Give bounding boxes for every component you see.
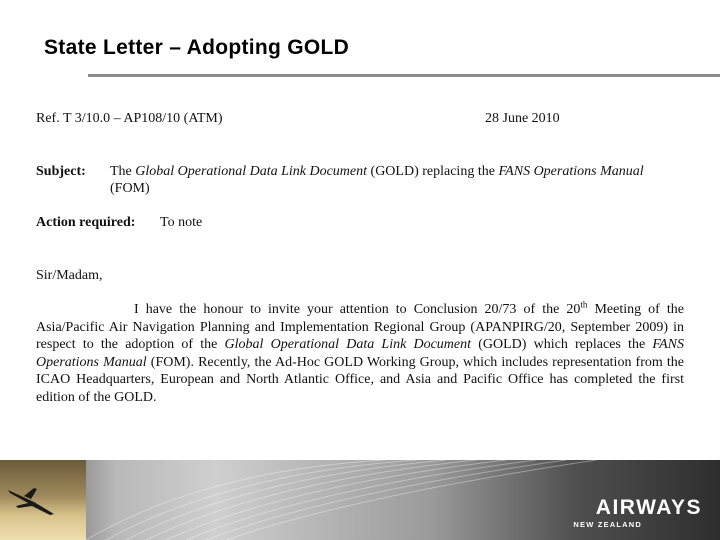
subject-gold-title: Global Operational Data Link Document xyxy=(135,164,368,179)
footer-banner xyxy=(0,460,720,540)
reference-number: Ref. T 3/10.0 – AP108/10 (ATM) xyxy=(36,111,223,126)
airways-logo xyxy=(573,498,702,529)
body-superscript: th xyxy=(580,299,588,310)
subject-text xyxy=(110,163,684,197)
body-part-2: Meeting of the Asia/Pacific Air Navigation Planning and Implementation Regional Group (APANPIRG/20, September 2009) in respect to the adoption of the xyxy=(36,302,684,353)
logo-subtitle: NEW ZEALAND xyxy=(573,520,642,529)
logo-wordmark: AIRWAYS xyxy=(595,496,702,519)
body-fans-title: FANS Operations Manual xyxy=(36,337,684,370)
body-part-4: (FOM). Recently, the Ad-Hoc GOLD Working Group, which includes representation from the ICAO Headquarters, European and North Atlantic Office, and Asia and Pacific Office has completed the first edition of the GOLD. xyxy=(36,354,684,405)
action-text: To note xyxy=(160,215,203,230)
letter-date: 28 June 2010 xyxy=(485,111,560,126)
airplane-icon xyxy=(4,478,60,518)
airplane-photo xyxy=(0,460,86,540)
subject-fans-title: FANS Operations Manual xyxy=(498,164,644,179)
body-part-1: I have the honour to invite your attention to Conclusion 20/73 of the 20 xyxy=(134,302,581,317)
body-paragraph xyxy=(36,301,684,407)
subject-pre: The xyxy=(110,164,136,179)
action-label: Action required: xyxy=(36,215,136,230)
subject-post: (FOM) xyxy=(110,181,150,196)
salutation: Sir/Madam, xyxy=(36,268,103,283)
subject-mid: (GOLD) replacing the xyxy=(367,164,499,179)
slide-title: State Letter – Adopting GOLD xyxy=(44,36,350,59)
body-part-3: (GOLD) which replaces the xyxy=(471,337,653,353)
title-divider xyxy=(88,74,720,77)
subject-label: Subject: xyxy=(36,164,86,179)
body-gold-title: Global Operational Data Link Document xyxy=(224,337,472,353)
